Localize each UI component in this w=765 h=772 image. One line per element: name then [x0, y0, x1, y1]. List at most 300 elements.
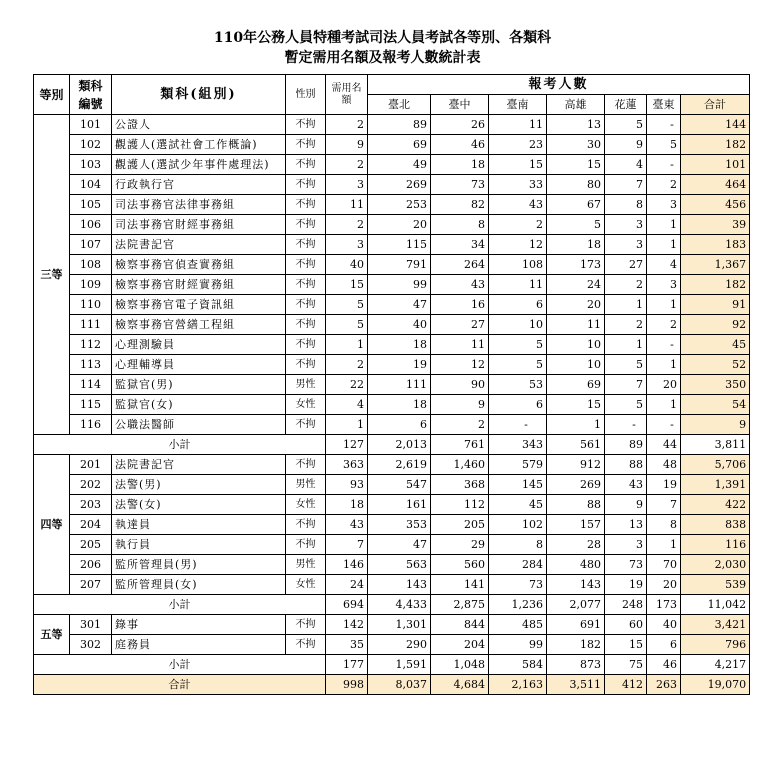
- category-cell: 執達員: [112, 515, 286, 535]
- region-value-cell: 269: [368, 175, 431, 195]
- category-cell: 公證人: [112, 115, 286, 135]
- quota-cell: 22: [326, 375, 368, 395]
- quota-cell: 5: [326, 315, 368, 335]
- region-value-cell: 2: [605, 275, 647, 295]
- subtotal-value: 1,591: [368, 655, 431, 675]
- gender-cell: 不拘: [286, 355, 326, 375]
- total-cell: 45: [681, 335, 750, 355]
- title-line-2: 暫定需用名額及報考人數統計表: [284, 50, 481, 66]
- region-value-cell: 6: [489, 295, 547, 315]
- region-value-cell: 11: [489, 115, 547, 135]
- level-cell: 五等: [34, 615, 70, 655]
- category-cell: 監獄官(男): [112, 375, 286, 395]
- quota-cell: 363: [326, 455, 368, 475]
- table-row: [34, 135, 750, 155]
- total-cell: 1,391: [681, 475, 750, 495]
- gender-cell: 不拘: [286, 315, 326, 335]
- region-value-cell: 90: [431, 375, 489, 395]
- subtotal-value: 4,433: [368, 595, 431, 615]
- subtotal-value: 248: [605, 595, 647, 615]
- region-value-cell: 3: [647, 275, 681, 295]
- subtotal-label: 小計: [34, 595, 326, 615]
- code-cell: 202: [70, 475, 112, 495]
- subtotal-label: 小計: [34, 435, 326, 455]
- region-value-cell: 15: [605, 635, 647, 655]
- region-value-cell: 912: [547, 455, 605, 475]
- region-value-cell: 67: [547, 195, 605, 215]
- subtotal-value: 873: [547, 655, 605, 675]
- region-value-cell: 24: [547, 275, 605, 295]
- code-cell: 105: [70, 195, 112, 215]
- region-value-cell: 69: [547, 375, 605, 395]
- subtotal-value: 89: [605, 435, 647, 455]
- gender-cell: 女性: [286, 395, 326, 415]
- region-value-cell: 2: [431, 415, 489, 435]
- region-value-cell: 1,301: [368, 615, 431, 635]
- table-row: [34, 515, 750, 535]
- level-cell: 四等: [34, 455, 70, 595]
- region-value-cell: 141: [431, 575, 489, 595]
- region-value-cell: 2: [647, 315, 681, 335]
- region-value-cell: 844: [431, 615, 489, 635]
- region-value-cell: 8: [431, 215, 489, 235]
- region-value-cell: 269: [547, 475, 605, 495]
- code-cell: 104: [70, 175, 112, 195]
- region-value-cell: 480: [547, 555, 605, 575]
- total-cell: 92: [681, 315, 750, 335]
- region-value-cell: 253: [368, 195, 431, 215]
- gender-cell: 不拘: [286, 195, 326, 215]
- total-cell: 9: [681, 415, 750, 435]
- gender-cell: 不拘: [286, 115, 326, 135]
- table-row: [34, 575, 750, 595]
- region-value-cell: 108: [489, 255, 547, 275]
- region-value-cell: 69: [368, 135, 431, 155]
- grand-total-quota: 998: [326, 675, 368, 695]
- region-value-cell: 8: [605, 195, 647, 215]
- quota-cell: 40: [326, 255, 368, 275]
- table-row: [34, 255, 750, 275]
- region-value-cell: 8: [489, 535, 547, 555]
- subtotal-row: [34, 435, 750, 455]
- grand-total-total: 19,070: [681, 675, 750, 695]
- header-quota: 需用名額: [326, 75, 368, 115]
- quota-cell: 146: [326, 555, 368, 575]
- table-row: [34, 375, 750, 395]
- category-cell: 監所管理員(女): [112, 575, 286, 595]
- gender-cell: 不拘: [286, 535, 326, 555]
- region-value-cell: 13: [605, 515, 647, 535]
- total-cell: 2,030: [681, 555, 750, 575]
- category-cell: 檢察事務官電子資訊組: [112, 295, 286, 315]
- table-row: [34, 275, 750, 295]
- table-row: [34, 295, 750, 315]
- title-line-1: 110年公務人員特種考試司法人員考試各等別、各類科: [213, 30, 552, 46]
- region-value-cell: 88: [605, 455, 647, 475]
- total-cell: 5,706: [681, 455, 750, 475]
- grand-total-value: 3,511: [547, 675, 605, 695]
- gender-cell: 不拘: [286, 135, 326, 155]
- region-value-cell: 143: [368, 575, 431, 595]
- quota-cell: 1: [326, 335, 368, 355]
- region-value-cell: 29: [431, 535, 489, 555]
- subtotal-value: 2,077: [547, 595, 605, 615]
- table-row: [34, 195, 750, 215]
- header-applicants: 報考人數: [368, 75, 750, 95]
- subtotal-quota: 694: [326, 595, 368, 615]
- code-cell: 115: [70, 395, 112, 415]
- region-value-cell: 4: [605, 155, 647, 175]
- region-value-cell: 3: [647, 195, 681, 215]
- region-value-cell: 47: [368, 295, 431, 315]
- category-cell: 監獄官(女): [112, 395, 286, 415]
- region-value-cell: 27: [431, 315, 489, 335]
- code-cell: 101: [70, 115, 112, 135]
- region-value-cell: 9: [431, 395, 489, 415]
- header-gender: 性別: [286, 75, 326, 115]
- region-value-cell: 34: [431, 235, 489, 255]
- table-row: [34, 315, 750, 335]
- subtotal-value: 761: [431, 435, 489, 455]
- quota-cell: 93: [326, 475, 368, 495]
- gender-cell: 不拘: [286, 415, 326, 435]
- region-value-cell: 43: [489, 195, 547, 215]
- region-value-cell: 13: [547, 115, 605, 135]
- gender-cell: 不拘: [286, 275, 326, 295]
- region-value-cell: -: [647, 115, 681, 135]
- region-value-cell: 1: [647, 395, 681, 415]
- region-value-cell: 53: [489, 375, 547, 395]
- quota-cell: 2: [326, 155, 368, 175]
- region-value-cell: 30: [547, 135, 605, 155]
- category-cell: 法警(男): [112, 475, 286, 495]
- region-value-cell: 18: [431, 155, 489, 175]
- code-cell: 108: [70, 255, 112, 275]
- region-value-cell: 5: [489, 355, 547, 375]
- table-row: [34, 235, 750, 255]
- header-level: 等別: [34, 75, 70, 115]
- code-cell: 201: [70, 455, 112, 475]
- table-row: [34, 455, 750, 475]
- region-value-cell: 5: [605, 395, 647, 415]
- region-value-cell: 70: [647, 555, 681, 575]
- region-value-cell: 5: [647, 135, 681, 155]
- code-cell: 114: [70, 375, 112, 395]
- subtotal-row: [34, 655, 750, 675]
- region-value-cell: 1: [605, 295, 647, 315]
- total-cell: 91: [681, 295, 750, 315]
- region-value-cell: 353: [368, 515, 431, 535]
- region-value-cell: 205: [431, 515, 489, 535]
- region-value-cell: 49: [368, 155, 431, 175]
- region-value-cell: 173: [547, 255, 605, 275]
- table-row: [34, 335, 750, 355]
- region-value-cell: 1,460: [431, 455, 489, 475]
- region-value-cell: 791: [368, 255, 431, 275]
- code-cell: 103: [70, 155, 112, 175]
- total-cell: 54: [681, 395, 750, 415]
- region-value-cell: 6: [647, 635, 681, 655]
- region-value-cell: 19: [605, 575, 647, 595]
- region-value-cell: 18: [368, 395, 431, 415]
- region-value-cell: 157: [547, 515, 605, 535]
- code-cell: 111: [70, 315, 112, 335]
- header-code: 類科編號: [70, 75, 112, 115]
- total-cell: 456: [681, 195, 750, 215]
- region-value-cell: 20: [368, 215, 431, 235]
- table-row: [34, 475, 750, 495]
- region-value-cell: 26: [431, 115, 489, 135]
- region-value-cell: 3: [605, 235, 647, 255]
- subtotal-value: 1,048: [431, 655, 489, 675]
- code-cell: 110: [70, 295, 112, 315]
- region-value-cell: 40: [368, 315, 431, 335]
- grand-total-value: 4,684: [431, 675, 489, 695]
- category-cell: 檢察事務官財經實務組: [112, 275, 286, 295]
- quota-cell: 18: [326, 495, 368, 515]
- code-cell: 207: [70, 575, 112, 595]
- category-cell: 公職法醫師: [112, 415, 286, 435]
- total-cell: 1,367: [681, 255, 750, 275]
- region-value-cell: 80: [547, 175, 605, 195]
- region-value-cell: 19: [368, 355, 431, 375]
- category-cell: 司法事務官財經事務組: [112, 215, 286, 235]
- region-value-cell: 23: [489, 135, 547, 155]
- region-value-cell: 20: [647, 575, 681, 595]
- code-cell: 116: [70, 415, 112, 435]
- region-value-cell: -: [647, 155, 681, 175]
- region-value-cell: 143: [547, 575, 605, 595]
- category-cell: 檢察事務官偵查實務組: [112, 255, 286, 275]
- region-value-cell: 115: [368, 235, 431, 255]
- quota-cell: 9: [326, 135, 368, 155]
- header-region-2: 臺南: [489, 95, 547, 115]
- gender-cell: 不拘: [286, 235, 326, 255]
- code-cell: 205: [70, 535, 112, 555]
- quota-cell: 35: [326, 635, 368, 655]
- region-value-cell: 579: [489, 455, 547, 475]
- region-value-cell: 161: [368, 495, 431, 515]
- gender-cell: 不拘: [286, 515, 326, 535]
- code-cell: 113: [70, 355, 112, 375]
- grand-total-value: 2,163: [489, 675, 547, 695]
- grand-total-row: [34, 675, 750, 695]
- region-value-cell: 18: [547, 235, 605, 255]
- region-value-cell: 43: [431, 275, 489, 295]
- region-value-cell: 10: [489, 315, 547, 335]
- region-value-cell: 3: [605, 215, 647, 235]
- region-value-cell: 7: [647, 495, 681, 515]
- region-value-cell: 20: [547, 295, 605, 315]
- region-value-cell: 45: [489, 495, 547, 515]
- region-value-cell: 19: [647, 475, 681, 495]
- gender-cell: 男性: [286, 475, 326, 495]
- region-value-cell: 18: [368, 335, 431, 355]
- region-value-cell: 15: [489, 155, 547, 175]
- total-cell: 796: [681, 635, 750, 655]
- category-cell: 行政執行官: [112, 175, 286, 195]
- gender-cell: 男性: [286, 375, 326, 395]
- quota-cell: 1: [326, 415, 368, 435]
- region-value-cell: 204: [431, 635, 489, 655]
- region-value-cell: 2: [647, 175, 681, 195]
- region-value-cell: 89: [368, 115, 431, 135]
- region-value-cell: -: [647, 335, 681, 355]
- code-cell: 107: [70, 235, 112, 255]
- category-cell: 錄事: [112, 615, 286, 635]
- region-value-cell: 284: [489, 555, 547, 575]
- region-value-cell: 28: [547, 535, 605, 555]
- quota-cell: 2: [326, 115, 368, 135]
- region-value-cell: 5: [605, 115, 647, 135]
- category-cell: 執行員: [112, 535, 286, 555]
- gender-cell: 不拘: [286, 175, 326, 195]
- gender-cell: 不拘: [286, 455, 326, 475]
- table-row: [34, 555, 750, 575]
- subtotal-total: 11,042: [681, 595, 750, 615]
- table-row: [34, 535, 750, 555]
- region-value-cell: 1: [647, 235, 681, 255]
- total-cell: 116: [681, 535, 750, 555]
- region-value-cell: 102: [489, 515, 547, 535]
- code-cell: 106: [70, 215, 112, 235]
- region-value-cell: 112: [431, 495, 489, 515]
- region-value-cell: 560: [431, 555, 489, 575]
- grand-total-value: 8,037: [368, 675, 431, 695]
- subtotal-total: 4,217: [681, 655, 750, 675]
- category-cell: 心理輔導員: [112, 355, 286, 375]
- region-value-cell: 7: [605, 175, 647, 195]
- region-value-cell: 563: [368, 555, 431, 575]
- region-value-cell: 1: [647, 535, 681, 555]
- region-value-cell: 1: [647, 355, 681, 375]
- total-cell: 182: [681, 135, 750, 155]
- code-cell: 203: [70, 495, 112, 515]
- table-row: [34, 415, 750, 435]
- region-value-cell: 46: [431, 135, 489, 155]
- region-value-cell: 73: [489, 575, 547, 595]
- category-cell: 觀護人(選試社會工作概論): [112, 135, 286, 155]
- region-value-cell: 5: [489, 335, 547, 355]
- category-cell: 心理測驗員: [112, 335, 286, 355]
- quota-cell: 24: [326, 575, 368, 595]
- region-value-cell: 7: [605, 375, 647, 395]
- total-cell: 539: [681, 575, 750, 595]
- subtotal-value: 1,236: [489, 595, 547, 615]
- quota-cell: 2: [326, 215, 368, 235]
- code-cell: 204: [70, 515, 112, 535]
- region-value-cell: 2,619: [368, 455, 431, 475]
- total-cell: 3,421: [681, 615, 750, 635]
- gender-cell: 不拘: [286, 295, 326, 315]
- region-value-cell: 20: [647, 375, 681, 395]
- table-row: [34, 355, 750, 375]
- region-value-cell: 3: [605, 535, 647, 555]
- region-value-cell: 12: [431, 355, 489, 375]
- total-cell: 183: [681, 235, 750, 255]
- total-cell: 101: [681, 155, 750, 175]
- region-value-cell: 10: [547, 335, 605, 355]
- code-cell: 206: [70, 555, 112, 575]
- region-value-cell: 47: [368, 535, 431, 555]
- region-value-cell: 40: [647, 615, 681, 635]
- level-cell: 三等: [34, 115, 70, 435]
- quota-cell: 43: [326, 515, 368, 535]
- subtotal-total: 3,811: [681, 435, 750, 455]
- region-value-cell: 264: [431, 255, 489, 275]
- region-value-cell: 15: [547, 395, 605, 415]
- grand-total-value: 263: [647, 675, 681, 695]
- region-value-cell: 10: [547, 355, 605, 375]
- gender-cell: 不拘: [286, 255, 326, 275]
- region-value-cell: 182: [547, 635, 605, 655]
- region-value-cell: 290: [368, 635, 431, 655]
- quota-cell: 15: [326, 275, 368, 295]
- region-value-cell: 691: [547, 615, 605, 635]
- quota-cell: 3: [326, 235, 368, 255]
- total-cell: 350: [681, 375, 750, 395]
- subtotal-value: 561: [547, 435, 605, 455]
- region-value-cell: 368: [431, 475, 489, 495]
- header-region-4: 花蓮: [605, 95, 647, 115]
- total-cell: 144: [681, 115, 750, 135]
- table-row: [34, 615, 750, 635]
- subtotal-value: 46: [647, 655, 681, 675]
- region-value-cell: 82: [431, 195, 489, 215]
- region-value-cell: 99: [368, 275, 431, 295]
- table-row: [34, 635, 750, 655]
- quota-cell: 2: [326, 355, 368, 375]
- header-region-3: 高雄: [547, 95, 605, 115]
- region-value-cell: 6: [489, 395, 547, 415]
- gender-cell: 女性: [286, 575, 326, 595]
- region-value-cell: 8: [647, 515, 681, 535]
- region-value-cell: 547: [368, 475, 431, 495]
- region-value-cell: 48: [647, 455, 681, 475]
- region-value-cell: 73: [605, 555, 647, 575]
- region-value-cell: 145: [489, 475, 547, 495]
- region-value-cell: -: [605, 415, 647, 435]
- grand-total-label: 合計: [34, 675, 326, 695]
- gender-cell: 女性: [286, 495, 326, 515]
- region-value-cell: 11: [489, 275, 547, 295]
- subtotal-value: 173: [647, 595, 681, 615]
- region-value-cell: 2: [605, 315, 647, 335]
- table-row: [34, 175, 750, 195]
- table-row: [34, 115, 750, 135]
- code-cell: 302: [70, 635, 112, 655]
- region-value-cell: 6: [368, 415, 431, 435]
- quota-cell: 11: [326, 195, 368, 215]
- subtotal-label: 小計: [34, 655, 326, 675]
- region-value-cell: 11: [431, 335, 489, 355]
- code-cell: 112: [70, 335, 112, 355]
- subtotal-value: 2,013: [368, 435, 431, 455]
- region-value-cell: 1: [647, 215, 681, 235]
- category-cell: 庭務員: [112, 635, 286, 655]
- quota-cell: 5: [326, 295, 368, 315]
- table-row: [34, 495, 750, 515]
- total-cell: 52: [681, 355, 750, 375]
- region-value-cell: 88: [547, 495, 605, 515]
- header-region-1: 臺中: [431, 95, 489, 115]
- quota-cell: 142: [326, 615, 368, 635]
- region-value-cell: 12: [489, 235, 547, 255]
- category-cell: 監所管理員(男): [112, 555, 286, 575]
- code-cell: 102: [70, 135, 112, 155]
- category-cell: 法院書記官: [112, 235, 286, 255]
- region-value-cell: 16: [431, 295, 489, 315]
